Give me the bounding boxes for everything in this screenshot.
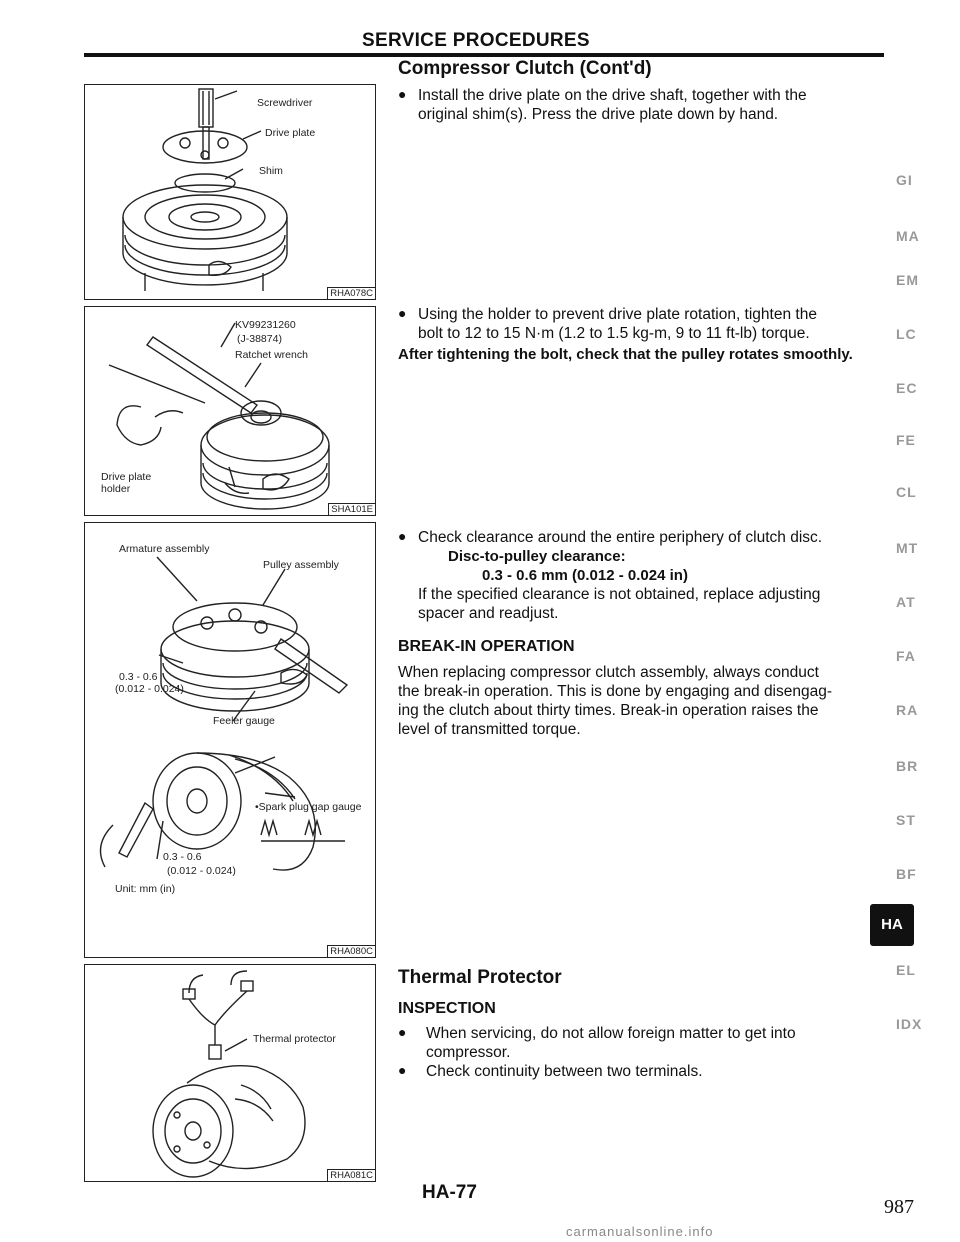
page-header: SERVICE PROCEDURES xyxy=(362,30,590,51)
label-clearance2-mm: 0.3 - 0.6 xyxy=(163,851,202,863)
breakin-line4: level of transmitted torque. xyxy=(398,721,581,738)
breakin-line3: ing the clutch about thirty times. Break-in operation raises the xyxy=(398,702,819,719)
step2-note: After tightening the bolt, check that the pulley rotates smoothly. xyxy=(398,346,853,363)
step2-line2: bolt to 12 to 15 N·m (1.2 to 1.5 kg-m, 9 to 11 ft-lb) torque. xyxy=(418,325,810,342)
section-heading-thermal-protector: Thermal Protector xyxy=(398,967,562,988)
step3-spec-label: Disc-to-pulley clearance: xyxy=(448,548,626,565)
figure-thermal-protector xyxy=(84,964,376,1182)
figure-tighten-bolt xyxy=(84,306,376,516)
tab-em[interactable]: EM xyxy=(896,272,919,288)
figure-code: SHA101E xyxy=(328,503,376,516)
tab-fe[interactable]: FE xyxy=(896,432,916,448)
step1-line1: Install the drive plate on the drive shaft, together with the xyxy=(418,87,807,104)
tab-el[interactable]: EL xyxy=(896,962,916,978)
tab-st[interactable]: ST xyxy=(896,812,916,828)
step1-line2: original shim(s). Press the drive plate down by hand. xyxy=(418,106,779,123)
label-armature-assembly: Armature assembly xyxy=(119,543,210,555)
tab-br[interactable]: BR xyxy=(896,758,919,774)
label-holder-line2: holder xyxy=(101,483,131,495)
tab-lc[interactable]: LC xyxy=(896,326,917,342)
bullet: ● xyxy=(398,528,407,544)
breakin-line2: the break-in operation. This is done by engaging and disengag- xyxy=(398,683,833,700)
label-clearance2-in: (0.012 - 0.024) xyxy=(167,865,236,877)
inspection-item1-line1: When servicing, do not allow foreign matter to get into xyxy=(426,1025,796,1042)
figure-drive-plate-install xyxy=(84,84,376,300)
figure-code: RHA078C xyxy=(327,287,376,300)
tab-ra[interactable]: RA xyxy=(896,702,919,718)
tab-cl[interactable]: CL xyxy=(896,484,917,500)
label-spark-plug-gap-gauge: •Spark plug gap gauge xyxy=(255,801,362,813)
label-ratchet-wrench: Ratchet wrench xyxy=(235,349,308,361)
inspection-item2: Check continuity between two terminals. xyxy=(426,1063,703,1080)
step3-spec-value: 0.3 - 0.6 mm (0.012 - 0.024 in) xyxy=(482,567,688,584)
tab-ma[interactable]: MA xyxy=(896,228,920,244)
drive-plate-illustration xyxy=(85,85,375,299)
breakin-line1: When replacing compressor clutch assembly, always conduct xyxy=(398,664,819,681)
label-tool-alt: (J-38874) xyxy=(237,333,282,345)
step3-line3: spacer and readjust. xyxy=(418,605,559,622)
breakin-heading: BREAK-IN OPERATION xyxy=(398,638,575,655)
thermal-protector-illustration xyxy=(85,965,375,1181)
section-heading-compressor-clutch: Compressor Clutch (Cont'd) xyxy=(398,58,652,79)
label-drive-plate: Drive plate xyxy=(265,127,316,139)
tab-bf[interactable]: BF xyxy=(896,866,917,882)
label-thermal-protector: Thermal protector xyxy=(253,1033,336,1045)
step2-line1: Using the holder to prevent drive plate rotation, tighten the xyxy=(418,306,817,323)
inspection-item1-line2: compressor. xyxy=(426,1044,511,1061)
figure-code: RHA080C xyxy=(327,945,376,958)
tab-fa[interactable]: FA xyxy=(896,648,916,664)
page-number: HA-77 xyxy=(422,1182,477,1203)
step3-line1: Check clearance around the entire periphery of clutch disc. xyxy=(418,529,823,546)
label-screwdriver: Screwdriver xyxy=(257,97,313,109)
corner-page-number: 987 xyxy=(884,1196,914,1218)
label-shim: Shim xyxy=(259,165,283,177)
label-tool-number: KV99231260 xyxy=(235,319,296,331)
figure-code: RHA081C xyxy=(327,1169,376,1182)
bullet: ● xyxy=(398,1024,407,1040)
tab-at[interactable]: AT xyxy=(896,594,916,610)
tab-mt[interactable]: MT xyxy=(896,540,919,556)
tab-ha-active[interactable]: HA xyxy=(870,904,914,946)
inspection-heading: INSPECTION xyxy=(398,1000,496,1017)
tab-idx[interactable]: IDX xyxy=(896,1016,923,1032)
label-pulley-assembly: Pulley assembly xyxy=(263,559,339,571)
bullet: ● xyxy=(398,1062,407,1078)
label-unit: Unit: mm (in) xyxy=(115,883,176,895)
tab-gi[interactable]: GI xyxy=(896,172,913,188)
bullet: ● xyxy=(398,86,407,102)
label-holder-line1: Drive plate xyxy=(101,471,152,483)
step3-line2: If the specified clearance is not obtained, replace adjusting xyxy=(418,586,821,603)
watermark: carmanualsonline.info xyxy=(566,1224,714,1239)
header-rule xyxy=(84,53,884,57)
tab-ec[interactable]: EC xyxy=(896,380,918,396)
bullet: ● xyxy=(398,305,407,321)
label-clearance-in: (0.012 - 0.024) xyxy=(115,683,184,695)
label-clearance-mm: 0.3 - 0.6 xyxy=(119,671,158,683)
label-feeler-gauge: Feeler gauge xyxy=(213,715,275,727)
figure-clearance-check xyxy=(84,522,376,958)
